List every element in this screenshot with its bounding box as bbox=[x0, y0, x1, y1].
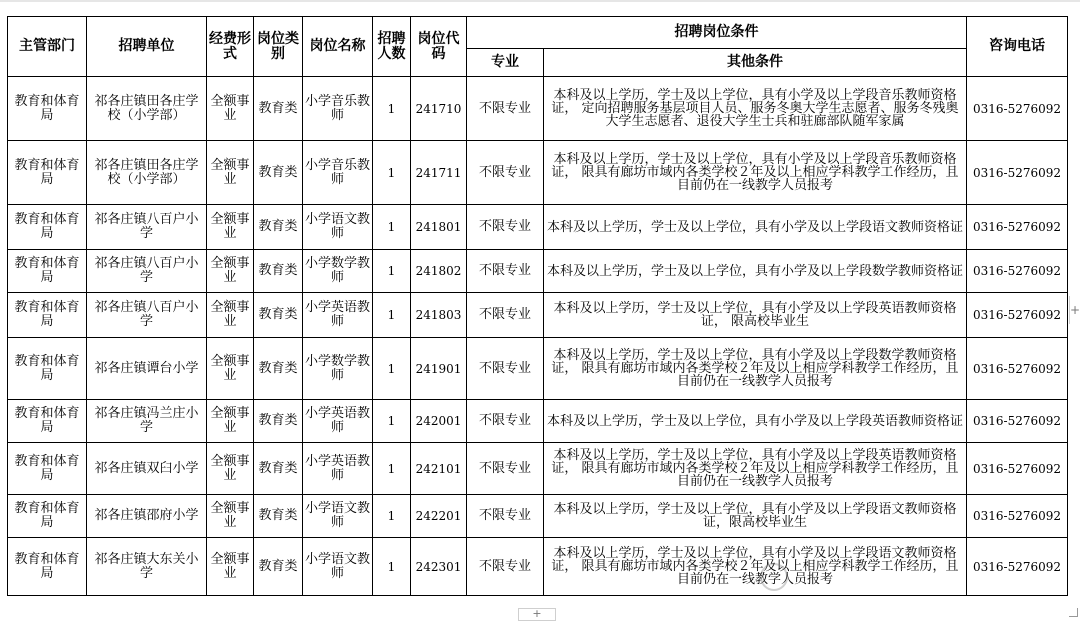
cell-funding: 全额事业 bbox=[207, 443, 254, 495]
cell-funding: 全额事业 bbox=[207, 538, 254, 596]
cell-funding: 全额事业 bbox=[207, 400, 254, 443]
cell-phone: 0316-5276092 bbox=[967, 400, 1068, 443]
cell-funding: 全额事业 bbox=[207, 495, 254, 538]
cell-post: 小学音乐教师 bbox=[303, 77, 373, 141]
cell-code: 241711 bbox=[411, 141, 467, 205]
cell-other: 本科及以上学历，学士及以上学位，具有小学及以上学段语文教师资格证 bbox=[544, 205, 967, 250]
cell-unit: 祁各庄镇八百户小学 bbox=[87, 250, 207, 293]
cell-code: 241802 bbox=[411, 250, 467, 293]
cell-dept: 教育和体育局 bbox=[8, 400, 87, 443]
cell-major: 不限专业 bbox=[467, 250, 544, 293]
col-header-phone: 咨询电话 bbox=[967, 17, 1068, 77]
cell-phone: 0316-5276092 bbox=[967, 538, 1068, 596]
cell-dept: 教育和体育局 bbox=[8, 250, 87, 293]
col-header-funding: 经费形式 bbox=[207, 17, 254, 77]
col-header-code: 岗位代码 bbox=[411, 17, 467, 77]
cell-other: 本科及以上学历，学士及以上学位，具有小学及以上学段英语教师资格证， 限具有廊坊市域内各类学校２年及以上相应学科教学工作经历，且目前仍在一线教学人员报考 bbox=[544, 443, 967, 495]
cell-count: 1 bbox=[373, 538, 411, 596]
cell-other: 本科及以上学历，学士及以上学位，具有小学及以上学段语文教师资格证， 限具有廊坊市域内各类学校２年及以上相应学科教学工作经历，且目前仍在一线教学人员报考 bbox=[544, 538, 967, 596]
table-row bbox=[8, 205, 1068, 250]
cell-phone: 0316-5276092 bbox=[967, 77, 1068, 141]
cell-count: 1 bbox=[373, 205, 411, 250]
table-row bbox=[8, 338, 1068, 400]
cell-count: 1 bbox=[373, 443, 411, 495]
cell-category: 教育类 bbox=[254, 495, 303, 538]
cell-other: 本科及以上学历，学士及以上学位，具有小学及以上学段音乐教师资格证， 限具有廊坊市域内各类学校２年及以上相应学科教学工作经历，且目前仍在一线教学人员报考 bbox=[544, 141, 967, 205]
cell-major: 不限专业 bbox=[467, 538, 544, 596]
cell-category: 教育类 bbox=[254, 400, 303, 443]
cell-unit: 祁各庄镇八百户小学 bbox=[87, 293, 207, 338]
cell-category: 教育类 bbox=[254, 141, 303, 205]
cell-funding: 全额事业 bbox=[207, 338, 254, 400]
cell-code: 241801 bbox=[411, 205, 467, 250]
cell-funding: 全额事业 bbox=[207, 250, 254, 293]
cell-category: 教育类 bbox=[254, 293, 303, 338]
cell-dept: 教育和体育局 bbox=[8, 293, 87, 338]
cell-phone: 0316-5276092 bbox=[967, 293, 1068, 338]
cell-dept: 教育和体育局 bbox=[8, 338, 87, 400]
col-header-count: 招聘人数 bbox=[373, 17, 411, 77]
watermark-logo-icon bbox=[760, 563, 788, 591]
col-header-conditions: 招聘岗位条件 bbox=[467, 17, 967, 49]
cell-phone: 0316-5276092 bbox=[967, 141, 1068, 205]
cell-count: 1 bbox=[373, 338, 411, 400]
table-body bbox=[8, 77, 1068, 596]
recruitment-table-sheet bbox=[7, 16, 1067, 608]
cell-post: 小学语文教师 bbox=[303, 538, 373, 596]
cell-code: 242101 bbox=[411, 443, 467, 495]
cell-phone: 0316-5276092 bbox=[967, 250, 1068, 293]
cell-other: 本科及以上学历，学士及以上学位，具有小学及以上学段英语教师资格证 bbox=[544, 400, 967, 443]
cell-dept: 教育和体育局 bbox=[8, 141, 87, 205]
cell-category: 教育类 bbox=[254, 443, 303, 495]
cell-major: 不限专业 bbox=[467, 400, 544, 443]
cell-count: 1 bbox=[373, 250, 411, 293]
cell-major: 不限专业 bbox=[467, 338, 544, 400]
top-border bbox=[0, 0, 1080, 2]
cell-phone: 0316-5276092 bbox=[967, 495, 1068, 538]
cell-category: 教育类 bbox=[254, 205, 303, 250]
cell-count: 1 bbox=[373, 293, 411, 338]
cell-dept: 教育和体育局 bbox=[8, 538, 87, 596]
cell-category: 教育类 bbox=[254, 538, 303, 596]
cell-unit: 祁各庄镇大东关小学 bbox=[87, 538, 207, 596]
cell-count: 1 bbox=[373, 400, 411, 443]
add-column-handle[interactable]: + bbox=[1069, 296, 1080, 324]
cell-post: 小学英语教师 bbox=[303, 443, 373, 495]
cell-major: 不限专业 bbox=[467, 495, 544, 538]
cell-phone: 0316-5276092 bbox=[967, 443, 1068, 495]
cell-phone: 0316-5276092 bbox=[967, 205, 1068, 250]
cell-count: 1 bbox=[373, 495, 411, 538]
add-row-handle[interactable]: + bbox=[518, 608, 556, 621]
cell-major: 不限专业 bbox=[467, 77, 544, 141]
cell-unit: 祁各庄镇田各庄学校（小学部） bbox=[87, 141, 207, 205]
cell-post: 小学数学教师 bbox=[303, 338, 373, 400]
cell-code: 242201 bbox=[411, 495, 467, 538]
col-header-dept: 主管部门 bbox=[8, 17, 87, 77]
col-header-category: 岗位类别 bbox=[254, 17, 303, 77]
table-row bbox=[8, 538, 1068, 596]
table-row bbox=[8, 77, 1068, 141]
cell-other: 本科及以上学历，学士及以上学位，具有小学及以上学段数学教师资格证 bbox=[544, 250, 967, 293]
cell-other: 本科及以上学历，学士及以上学位，具有小学及以上学段音乐教师资格证， 定向招聘服务基层项目人员、服务冬奥大学生志愿者、服务冬残奥大学生志愿者、退役大学生士兵和驻廊部队随军家属 bbox=[544, 77, 967, 141]
cell-unit: 祁各庄镇邵府小学 bbox=[87, 495, 207, 538]
cell-dept: 教育和体育局 bbox=[8, 205, 87, 250]
cell-unit: 祁各庄镇冯兰庄小学 bbox=[87, 400, 207, 443]
cell-count: 1 bbox=[373, 77, 411, 141]
cell-post: 小学数学教师 bbox=[303, 250, 373, 293]
cell-other: 本科及以上学历，学士及以上学位，具有小学及以上学段数学教师资格证， 限具有廊坊市域内各类学校２年及以上相应学科教学工作经历，且目前仍在一线教学人员报考 bbox=[544, 338, 967, 400]
cell-code: 241803 bbox=[411, 293, 467, 338]
col-header-unit: 招聘单位 bbox=[87, 17, 207, 77]
table-row bbox=[8, 293, 1068, 338]
cell-other: 本科及以上学历，学士及以上学位，具有小学及以上学段语文教师资格证，限高校毕业生 bbox=[544, 495, 967, 538]
resize-corner[interactable] bbox=[1069, 608, 1078, 617]
cell-major: 不限专业 bbox=[467, 141, 544, 205]
cell-post: 小学语文教师 bbox=[303, 495, 373, 538]
cell-code: 242301 bbox=[411, 538, 467, 596]
col-header-post: 岗位名称 bbox=[303, 17, 373, 77]
cell-unit: 祁各庄镇双臼小学 bbox=[87, 443, 207, 495]
col-header-major: 专业 bbox=[467, 49, 544, 77]
cell-category: 教育类 bbox=[254, 338, 303, 400]
cell-unit: 祁各庄镇八百户小学 bbox=[87, 205, 207, 250]
cell-count: 1 bbox=[373, 141, 411, 205]
col-header-other: 其他条件 bbox=[544, 49, 967, 77]
cell-major: 不限专业 bbox=[467, 293, 544, 338]
cell-major: 不限专业 bbox=[467, 205, 544, 250]
cell-unit: 祁各庄镇谭台小学 bbox=[87, 338, 207, 400]
cell-code: 241710 bbox=[411, 77, 467, 141]
cell-post: 小学语文教师 bbox=[303, 205, 373, 250]
cell-funding: 全额事业 bbox=[207, 205, 254, 250]
table-row bbox=[8, 443, 1068, 495]
cell-post: 小学音乐教师 bbox=[303, 141, 373, 205]
cell-category: 教育类 bbox=[254, 250, 303, 293]
table-row bbox=[8, 400, 1068, 443]
cell-funding: 全额事业 bbox=[207, 77, 254, 141]
cell-dept: 教育和体育局 bbox=[8, 443, 87, 495]
cell-code: 241901 bbox=[411, 338, 467, 400]
table-row bbox=[8, 250, 1068, 293]
cell-major: 不限专业 bbox=[467, 443, 544, 495]
table-row bbox=[8, 495, 1068, 538]
table-row bbox=[8, 141, 1068, 205]
cell-funding: 全额事业 bbox=[207, 293, 254, 338]
header-row-1 bbox=[8, 17, 1068, 49]
cell-category: 教育类 bbox=[254, 77, 303, 141]
cell-post: 小学英语教师 bbox=[303, 293, 373, 338]
cell-unit: 祁各庄镇田各庄学校（小学部） bbox=[87, 77, 207, 141]
cell-funding: 全额事业 bbox=[207, 141, 254, 205]
cell-dept: 教育和体育局 bbox=[8, 77, 87, 141]
recruitment-table bbox=[7, 16, 1068, 596]
cell-other: 本科及以上学历，学士及以上学位，具有小学及以上学段英语教师资格证， 限高校毕业生 bbox=[544, 293, 967, 338]
cell-code: 242001 bbox=[411, 400, 467, 443]
cell-post: 小学英语教师 bbox=[303, 400, 373, 443]
cell-phone: 0316-5276092 bbox=[967, 338, 1068, 400]
cell-dept: 教育和体育局 bbox=[8, 495, 87, 538]
